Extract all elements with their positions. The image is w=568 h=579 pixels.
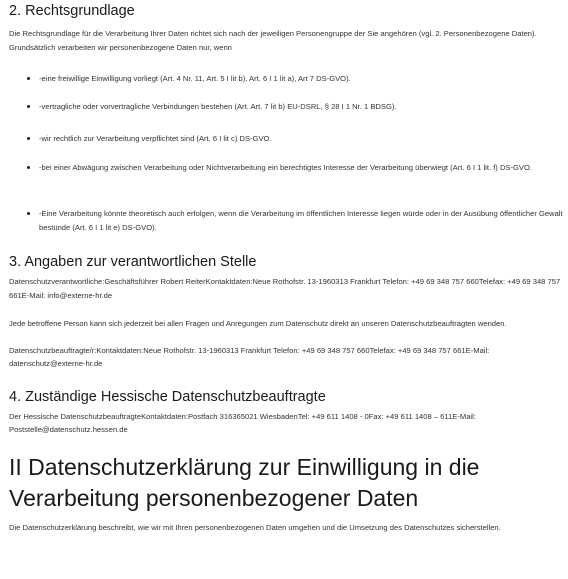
section-title-verantwortliche-stelle: 3. Angaben zur verantwortlichen Stelle xyxy=(9,254,257,270)
einwilligung-intro: Die Datenschutzerklärung beschreibt, wie wir mit Ihren personenbezogenen Daten umgehen und die Umsetzung des Datenschutzes sicherstellen. xyxy=(9,522,501,532)
section-title-rechtsgrundlage: 2. Rechtsgrundlage xyxy=(9,3,135,19)
data-protection-officer-contact: Datenschutzbeauftragte/r:Kontaktdaten:Neue Rothofstr. 13-1960313 Frankfurt Telefon: +49 69 348 757 660Telefax: +49 69 348 757 661E-Mail: datenschutz@externe-hr.de xyxy=(9,345,490,368)
bullet-icon xyxy=(27,105,30,108)
bullet-icon xyxy=(27,212,30,215)
policy-content xyxy=(0,2,565,534)
list-item: -eine freiwillige Einwilligung vorliegt (Art. 4 Nr. 11, Art. 5 I lit b), Art. 6 I 1 lit a), Art 7 DS-GVO). xyxy=(9,72,565,100)
responsible-party-contact: Datenschutzverantwortliche:Geschäftsführer Robert ReiterKontaktdaten:Neue Rothofstr. 13-1960313 Frankfurt Telefon: +49 69 348 757 660Telefax: +49 69 348 757 661E-Mail: info@externe-hr.de xyxy=(9,277,561,300)
rechtsgrundlage-intro: Die Rechtsgrundlage für die Verarbeitung Ihrer Daten richtet sich nach der jeweiligen Personengruppe der Sie angehören (vgl. 2. Personenbezogene Daten). Grundsätzlich verarbeiten wir personenbezogene Daten nur, wenn xyxy=(9,29,537,52)
authority-contact: Der Hessische DatenschutzbeauftragteKontaktdaten:Postfach 316365021 WiesbadenTel: +49 611 1408 - 0Fax: +49 611 1408 – 611E-Mail: Poststelle@datenschutz.hessen.de xyxy=(9,411,476,434)
bullet-icon xyxy=(27,137,30,140)
bullet-icon xyxy=(27,166,30,169)
list-item: -bei einer Abwägung zwischen Verarbeitung oder Nichtverarbeitung ein berechtigtes Interesse der Verarbeitung überwiegt (Art. 6 I 1 lit. f) DS-GVO. xyxy=(9,161,565,207)
legal-basis-list xyxy=(9,72,565,234)
contact-note: Jede betroffene Person kann sich jederzeit bei allen Fragen und Anregungen zum Datenschutz direkt an unseren Datenschutzbeauftragten wenden. xyxy=(9,319,507,328)
section-title-datenschutzbeauftragte: 4. Zuständige Hessische Datenschutzbeauftragte xyxy=(9,388,326,405)
section-title-einwilligung: II Datenschutzerklärung zur Einwilligung in die Verarbeitung personenbezogener Daten xyxy=(9,453,480,511)
list-item: -Eine Verarbeitung könnte theoretisch auch erfolgen, wenn die Verarbeitung im öffentlichen Interesse liegen würde oder in der Ausübung öffentlicher Gewalt bestünde (Art. 6 I 1 lit e) DS-GVO). xyxy=(9,207,565,234)
list-item: -vertragliche oder vorvertragliche Verbindungen bestehen (Art. Art. 7 lit b) EU-DSRL, § 28 I 1 Nr. 1 BDSG). xyxy=(9,100,565,132)
list-item: -wir rechtlich zur Verarbeitung verpflichtet sind (Art. 6 I lit c) DS-GVO. xyxy=(9,132,565,161)
bullet-icon xyxy=(27,77,30,80)
